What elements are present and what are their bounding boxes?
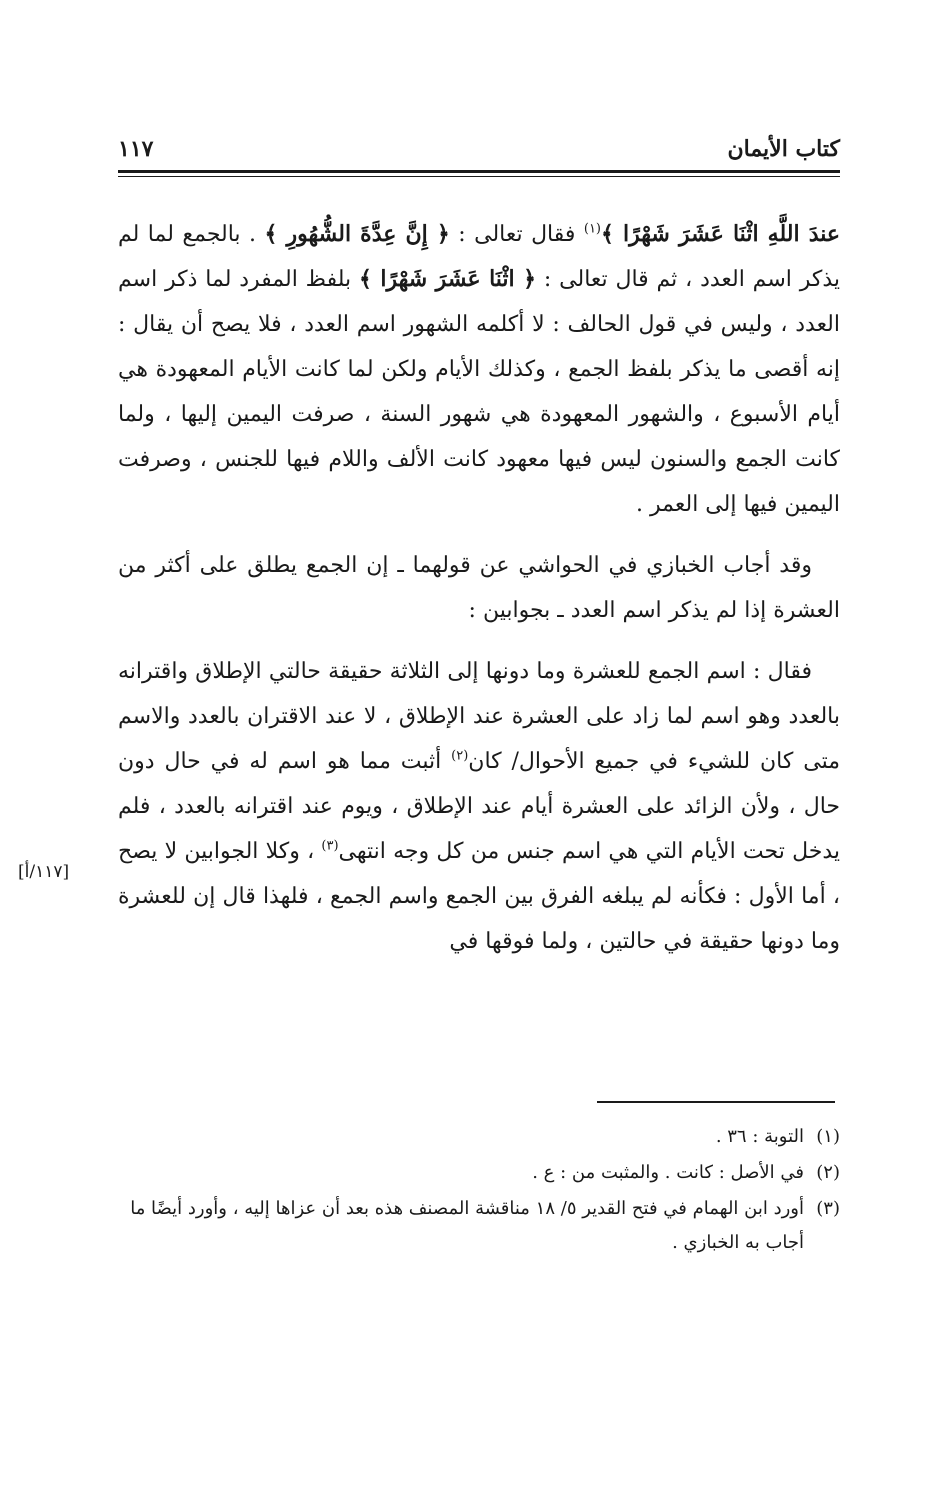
- footnotes: [118, 1120, 840, 1262]
- footnote-ref-1[interactable]: (١): [583, 221, 601, 237]
- quran-verse: ﴿ اثْنَا عَشَرَ شَهْرًا ﴾: [358, 266, 537, 292]
- header-rule-thin: [118, 176, 840, 177]
- text-span: أثبت مما هو اسم له في حال دون حال ، ولأن الزائد على العشرة أيام عند الإطلاق ، ويوم عند اقترانه بالعدد ، فلم يدخل تحت الأيام التي هي اسم جنس من كل وجه انتهى: [118, 749, 840, 864]
- header-rule-thick: [118, 170, 840, 173]
- footnote-2: [118, 1156, 840, 1190]
- quran-verse: ﴿ إِنَّ عِدَّةَ الشُّهُورِ ﴾: [264, 221, 450, 247]
- paragraph-3: [118, 649, 840, 964]
- footnote-1: [118, 1120, 840, 1154]
- book-title: كتاب الأيمان: [727, 136, 840, 162]
- manuscript-folio-marker: [١١٧/أ]: [18, 862, 70, 882]
- paragraph-1: [118, 212, 840, 527]
- footnote-3: [118, 1192, 840, 1260]
- main-text: [118, 212, 840, 980]
- text-span: ، وكلا الجوابين لا يصح ، أما الأول : فكأنه لم يبلغه الفرق بين الجمع واسم الجمع ، فلهذا قال إن للعشرة وما دونها حقيقة في حالتين ، ولما فوقها في: [118, 839, 840, 954]
- footnote-separator: [597, 1101, 835, 1103]
- footnote-number: (٢): [816, 1162, 840, 1183]
- text-span: فقال : اسم الجمع للعشرة وما دونها إلى الثلاثة حقيقة حالتي الإطلاق واقترانه بالعدد وهو اسم لما زاد على العشرة عند الإطلاق ، لا عند الاقتران بالعدد والاسم متى كان للشيء في جميع الأحوال/ كان: [118, 659, 840, 774]
- footnote-text: في الأصل : كانت . والمثبت من : ع .: [532, 1162, 804, 1183]
- running-header: [118, 132, 840, 172]
- footnote-text: أورد ابن الهمام في فتح القدير ٥/ ١٨ مناقشة المصنف هذه بعد أن عزاها إليه ، وأورد أيضًا ما أجاب به الخبازي .: [130, 1198, 804, 1253]
- footnote-text: التوبة : ٣٦ .: [715, 1126, 804, 1147]
- quran-verse: عندَ اللَّهِ اثْنَا عَشَرَ شَهْرًا ﴾: [601, 221, 841, 247]
- paragraph-2: وقد أجاب الخبازي في الحواشي عن قولهما ـ إن الجمع يطلق على أكثر من العشرة إذا لم يذكر اسم العدد ـ بجوابين :: [118, 553, 840, 623]
- text-span: بلفظ المفرد لما ذكر اسم العدد ، وليس في قول الحالف : لا أكلمه الشهور اسم العدد ، فلا يصح أن يقال : إنه أقصى ما يذكر بلفظ الجمع ، وكذلك الأيام ولكن لما كانت الأيام المعهودة هي أيام الأسبوع ، والشهور المعهودة هي شهور السنة ، صرفت اليمين إليها ، ولما كانت الجمع والسنون ليس فيها معهود كانت الألف واللام فيها للجنس ، وصرفت اليمين فيها إلى العمر .: [118, 267, 840, 517]
- page-number: ١١٧: [118, 136, 154, 162]
- text-span: . بالجمع لما لم يذكر اسم العدد ، ثم قال تعالى :: [118, 222, 840, 292]
- footnote-number: (١): [816, 1126, 840, 1147]
- footnote-ref-2[interactable]: (٢): [451, 748, 469, 764]
- footnote-ref-3[interactable]: (٣): [321, 838, 339, 854]
- text-span: فقال تعالى :: [449, 222, 584, 247]
- footnote-number: (٣): [816, 1198, 840, 1219]
